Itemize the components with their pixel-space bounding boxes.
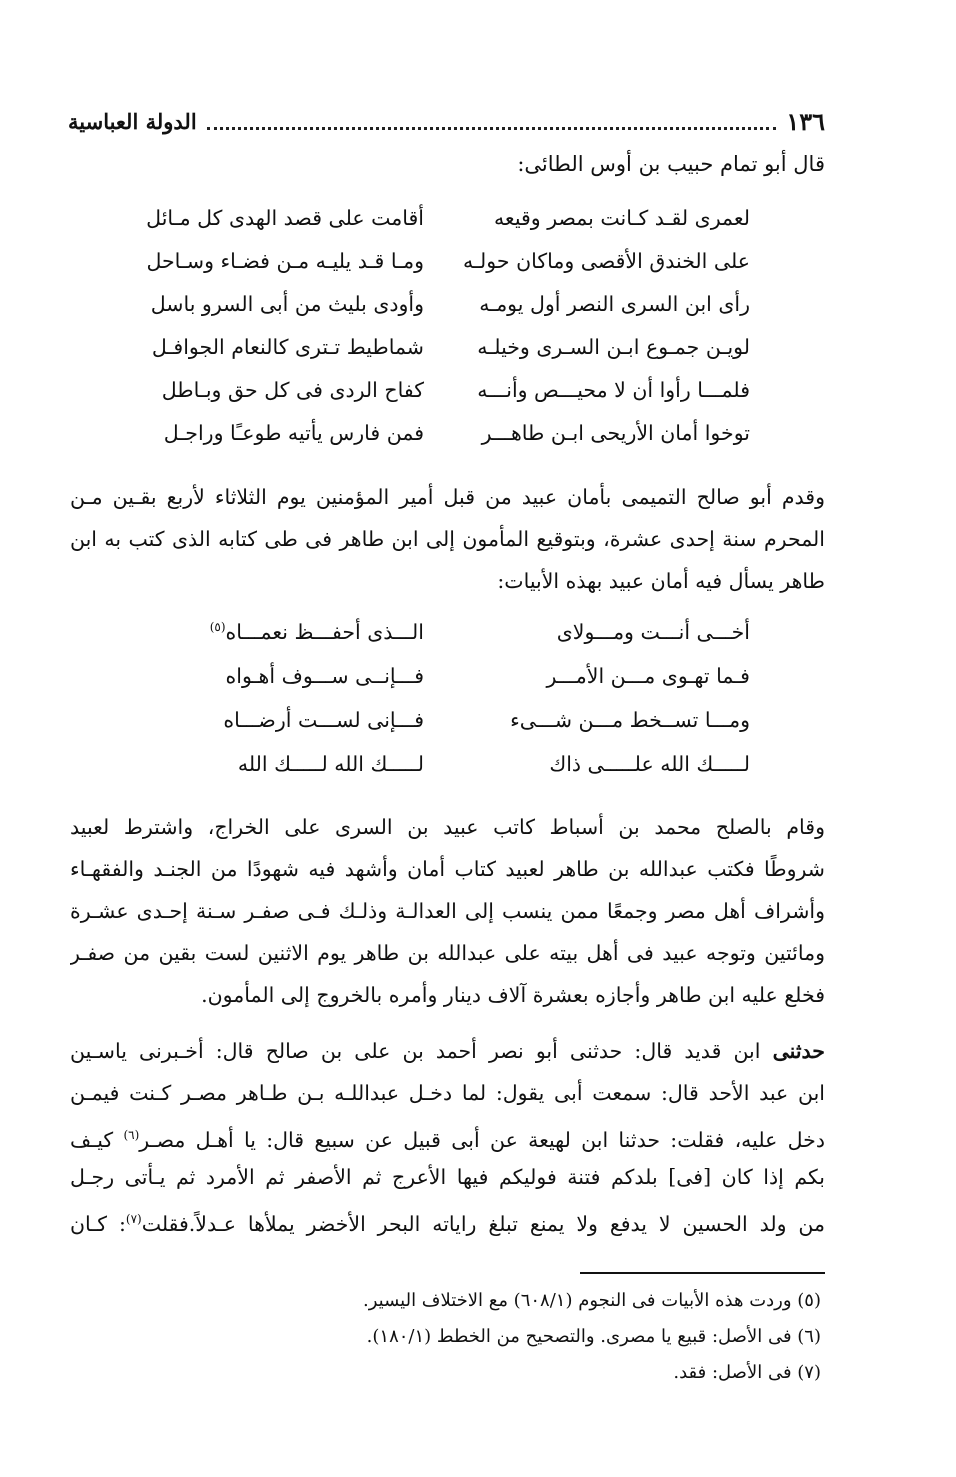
paragraph-line: وأشراف أهل مصر وجمعًا ممن ينسب إلى العدالـة وذلـك فـى صفـر سـنة إحـدى عشـرة (70, 899, 825, 923)
poem1-verse-first-hemistich: لويـن جمـوع ابـن السـرى وخيلـه (477, 335, 750, 359)
poem2-verse (136, 708, 750, 746)
poem2-verse (136, 752, 750, 790)
page-number: ١٣٦ (786, 106, 825, 136)
paragraph-line: ابن عبد الأحد قال: سمعت أبى يقول: لما دخـل عبداللـه بـن طـاهر مصـر كـنت فيمـن (70, 1081, 825, 1105)
poem2-verse-first-hemistich: فـما تهـوى مـــن الأمـــر (546, 664, 750, 688)
poem1-verse-second-hemistich: شماطيط تـترى كالنعام الجوافـل (151, 335, 424, 359)
footnote-7: (٧) فى الأصل: فقد. (673, 1362, 821, 1383)
paragraph-hadith (70, 1030, 825, 1240)
running-title: الدولة العباسية (68, 108, 197, 134)
paragraph-line: شروطًا فكتب عبدالله بن طاهر لعبيد كتاب أمان وأشهد فيه شهودًا من الجنـد والفقهـاء (70, 857, 825, 881)
poem1-verse (136, 421, 750, 459)
poem2-verse-second-hemistich: فـــإنــى ســـوف أهـواه (225, 664, 424, 688)
paragraph-line: المحرم سنة إحدى عشرة، وبتوقيع المأمون إلى ابن طاهر فى طى كتابه الذى كتب به ابن (70, 527, 825, 551)
poem2-verse-first-hemistich: لـــــك الله علـــــى ذاك (549, 752, 750, 776)
line-text: ابن قديد قال: حدثنى أبو نصر أحمد بن على بن صالح قال: أخـبرنى ياسـين (70, 1039, 761, 1063)
line-text: من ولد الحسين لا يدفع ولا يمنع تبلغ راياته البحر الأخضر يملأها عـدلاً.فقلت (141, 1211, 825, 1236)
paragraph-line: وقدم أبو صالح التميمى بأمان عبيد من قبل أمير المؤمنين يوم الثلاثاء لأربع بقـين مـن (70, 485, 825, 509)
poem1-verse-second-hemistich: وأودى بليث من أبى السرو باسل (150, 292, 424, 316)
paragraph-line: وقام بالصلح محمد بن أسباط كاتب عبيد بن السرى على الخراج، واشترط لعبيد (70, 815, 825, 839)
poem1-verse-first-hemistich: توخوا أمان الأريحى ابـن طاهـــر (481, 421, 750, 445)
poem-intro-line: قال أبو تمام حبيب بن أوس الطائى: (517, 152, 825, 176)
poem1-verse-second-hemistich: كفاح الردى فى كل حق وبـاطل (161, 378, 424, 402)
poem2-verse-second-hemistich (210, 620, 424, 644)
poem1-verse-second-hemistich: أقامت على قصد الهدى كل مـائل (146, 206, 424, 230)
poem1-verse-first-hemistich: لعمرى لقـد كـانت بمصر وقيعه (493, 206, 750, 230)
poem1-verse-first-hemistich: فلمـــا رأوا أن لا محيـــص وأنـــه (477, 378, 750, 402)
paragraph-line: ومائتين وتوجه عبيد فى أهل بيته على عبدالله بن طاهر يوم الاثنين لست بقين من صفـر (70, 941, 825, 965)
header-dot-leader (207, 113, 777, 130)
poem1-verse-first-hemistich: رأى ابن السرى النصر أول يومـه (479, 292, 750, 316)
footnote-ref-7[interactable]: (٧) (125, 1212, 142, 1226)
paragraph-line: بكم إذا كان [فى] بلدكم فتنة فوليكم فيها الأعرج ثم الأصفر ثم الأمرد ثم يـأتى رجـل (70, 1165, 825, 1189)
poem1-verse (136, 378, 750, 416)
line-text: دخل عليه، فقلت: حدثنا ابن لهيعة عن أبى قبيل عن سبيع قال: يا أهـل مصـر (139, 1127, 825, 1152)
footnote-ref-5[interactable]: (٥) (209, 620, 226, 635)
poem1-verse (136, 249, 750, 287)
footnote-separator (580, 1272, 825, 1274)
poem2-verse-first-hemistich: ومـــا تســخط مـــن شـــىء (510, 708, 750, 732)
footnote-6: (٦) فى الأصل: قبيع يا مصرى. والتصحيح من الخطط (١٨٠/١). (366, 1326, 821, 1347)
poem2-verse-first-hemistich: أخـــى أنـــت ومـــولاى (556, 620, 750, 644)
poem1-verse-second-hemistich: فمن فارس يأتيه طوعـًا وراجـل (163, 421, 424, 445)
hemistich-text: الـــذى أحفـــظ نعمـــاه (225, 620, 424, 644)
poem1-verse (136, 292, 750, 330)
poem2-verse-second-hemistich: فـــإنى لســـت أرضـــاه (223, 708, 424, 732)
paragraph-line: طاهر يسأل فيه أمان عبيد بهذه الأبيات: (497, 569, 825, 593)
poem2-verse (136, 664, 750, 702)
footnote-ref-6[interactable]: (٦) (123, 1128, 140, 1142)
paragraph-amnesty (70, 476, 825, 602)
lead-word: حدثنى (772, 1039, 825, 1063)
page-header (68, 104, 825, 138)
paragraph-line (70, 1198, 825, 1240)
paragraph-line (70, 1114, 825, 1156)
poem1-verse-second-hemistich: ومـا قـد يليـه مـن فضـاء وسـاحل (146, 249, 424, 273)
poem1-verse (136, 335, 750, 373)
poem1-verse-first-hemistich: على الخندق الأقصى وماكان حولـه (463, 249, 750, 273)
paragraph-line (70, 1030, 825, 1072)
poem2-verse-second-hemistich: لـــــك الله لـــــك الله (237, 752, 424, 776)
line-text: كيـف (70, 1127, 124, 1152)
paragraph-treaty (70, 806, 825, 1016)
line-text: : كـان (70, 1211, 126, 1236)
poem1-verse (136, 206, 750, 244)
footnote-5: (٥) وردت هذه الأبيات فى النجوم (٦٠٨/١) مع الاختلاف اليسير. (363, 1290, 821, 1311)
paragraph-line: فخلع عليه ابن طاهر وأجازه بعشرة آلاف دينار وأمره بالخروج إلى المأمون. (201, 983, 825, 1007)
poem2-verse (136, 620, 750, 658)
